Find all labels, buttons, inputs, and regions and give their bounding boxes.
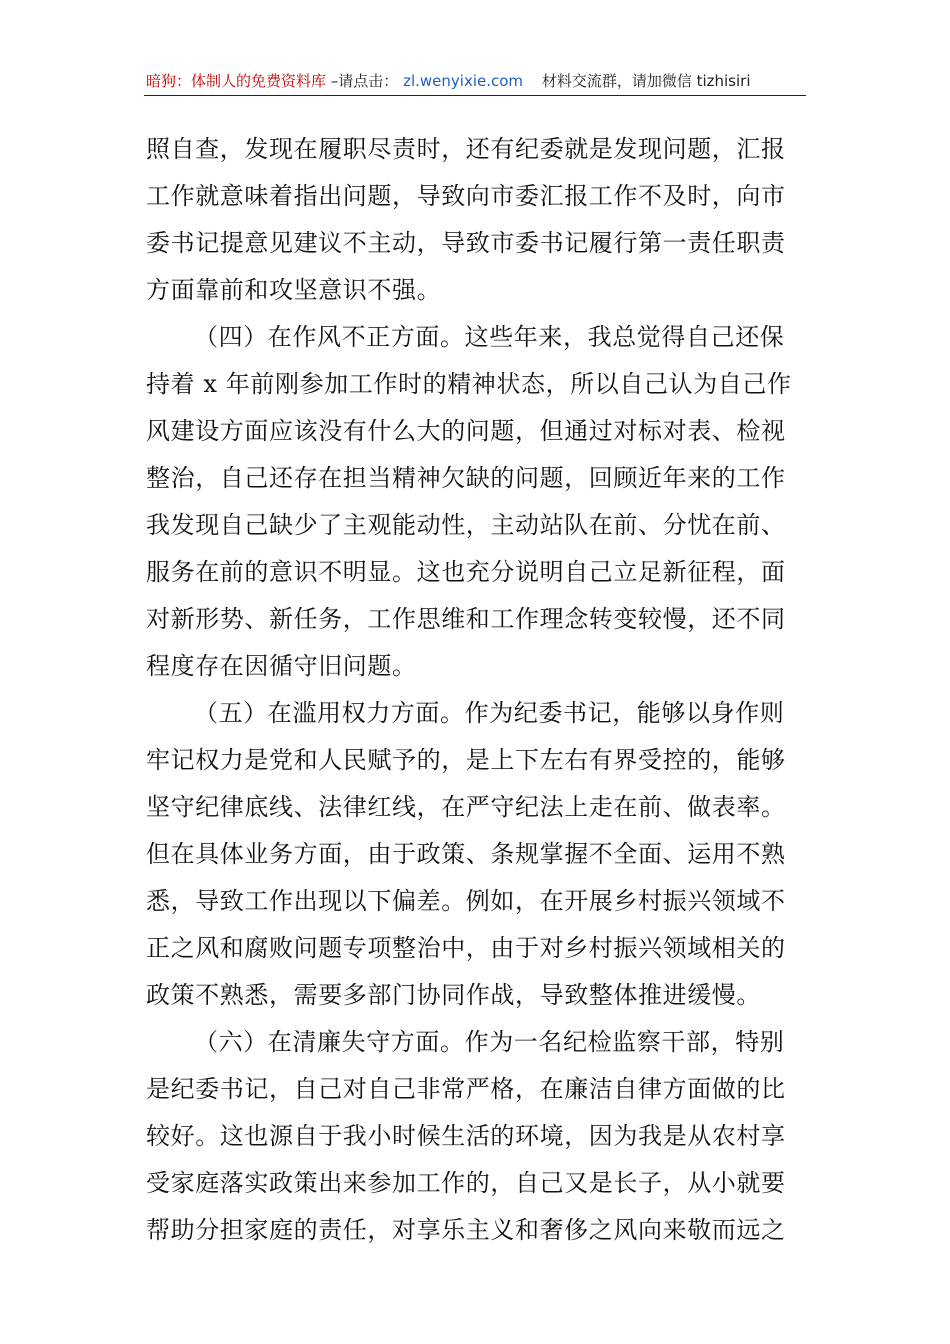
paragraph-heading-line: （六）在清廉失守方面。作为一名纪检监察干部，特别	[194, 1028, 785, 1056]
body-line: 工作就意味着指出问题，导致向市委汇报工作不及时，向市	[146, 182, 786, 210]
header-url-link[interactable]: zl.wenyixie.com	[403, 72, 524, 90]
header-divider	[144, 95, 806, 96]
body-line: 持着 x 年前刚参加工作时的精神状态，所以自己认为自己作	[146, 370, 792, 398]
body-line: 是纪委书记，自己对自己非常严格，在廉洁自律方面做的比	[146, 1075, 786, 1103]
body-line: 我发现自己缺少了主观能动性，主动站队在前、分忧在前、	[146, 511, 786, 539]
body-line: 风建设方面应该没有什么大的问题，但通过对标对表、检视	[146, 417, 786, 445]
body-line: 照自查，发现在履职尽责时，还有纪委就是发现问题，汇报	[146, 135, 786, 163]
paragraph-heading-line: （五）在滥用权力方面。作为纪委书记，能够以身作则	[194, 699, 785, 727]
body-line: 悉，导致工作出现以下偏差。例如，在开展乡村振兴领域不	[146, 887, 786, 915]
body-line: 委书记提意见建议不主动，导致市委书记履行第一责任职责	[146, 229, 786, 257]
header-site-name: 暗狗：体制人的免费资料库	[146, 72, 327, 90]
body-line: 程度存在因循守旧问题。	[146, 652, 417, 680]
body-line: 正之风和腐败问题专项整治中，由于对乡村振兴领域相关的	[146, 934, 786, 962]
document-body	[146, 126, 806, 1254]
body-line: 对新形势、新任务，工作思维和工作理念转变较慢，还不同	[146, 605, 786, 633]
body-line: 政策不熟悉，需要多部门协同作战，导致整体推进缓慢。	[146, 981, 761, 1009]
body-line: 坚守纪律底线、法律红线，在严守纪法上走在前、做表率。	[146, 793, 786, 821]
body-line: 帮助分担家庭的责任，对享乐主义和奢侈之风向来敬而远之	[146, 1216, 786, 1244]
body-line: 受家庭落实政策出来参加工作的，自己又是长子，从小就要	[146, 1169, 786, 1197]
header-click-prompt: –请点击：	[330, 72, 399, 90]
body-line: 较好。这也源自于我小时候生活的环境，因为我是从农村享	[146, 1122, 786, 1150]
body-line: 服务在前的意识不明显。这也充分说明自己立足新征程，面	[146, 558, 786, 586]
body-line: 整治，自己还存在担当精神欠缺的问题，回顾近年来的工作	[146, 464, 786, 492]
paragraph-heading-line: （四）在作风不正方面。这些年来，我总觉得自己还保	[194, 323, 785, 351]
body-line: 方面靠前和攻坚意识不强。	[146, 276, 442, 304]
body-line: 但在具体业务方面，由于政策、条规掌握不全面、运用不熟	[146, 840, 786, 868]
header-wechat-note: 材料交流群，请加微信 tizhisiri	[541, 72, 751, 90]
page-header	[146, 70, 806, 94]
body-line: 牢记权力是党和人民赋予的，是上下左右有界受控的，能够	[146, 746, 786, 774]
